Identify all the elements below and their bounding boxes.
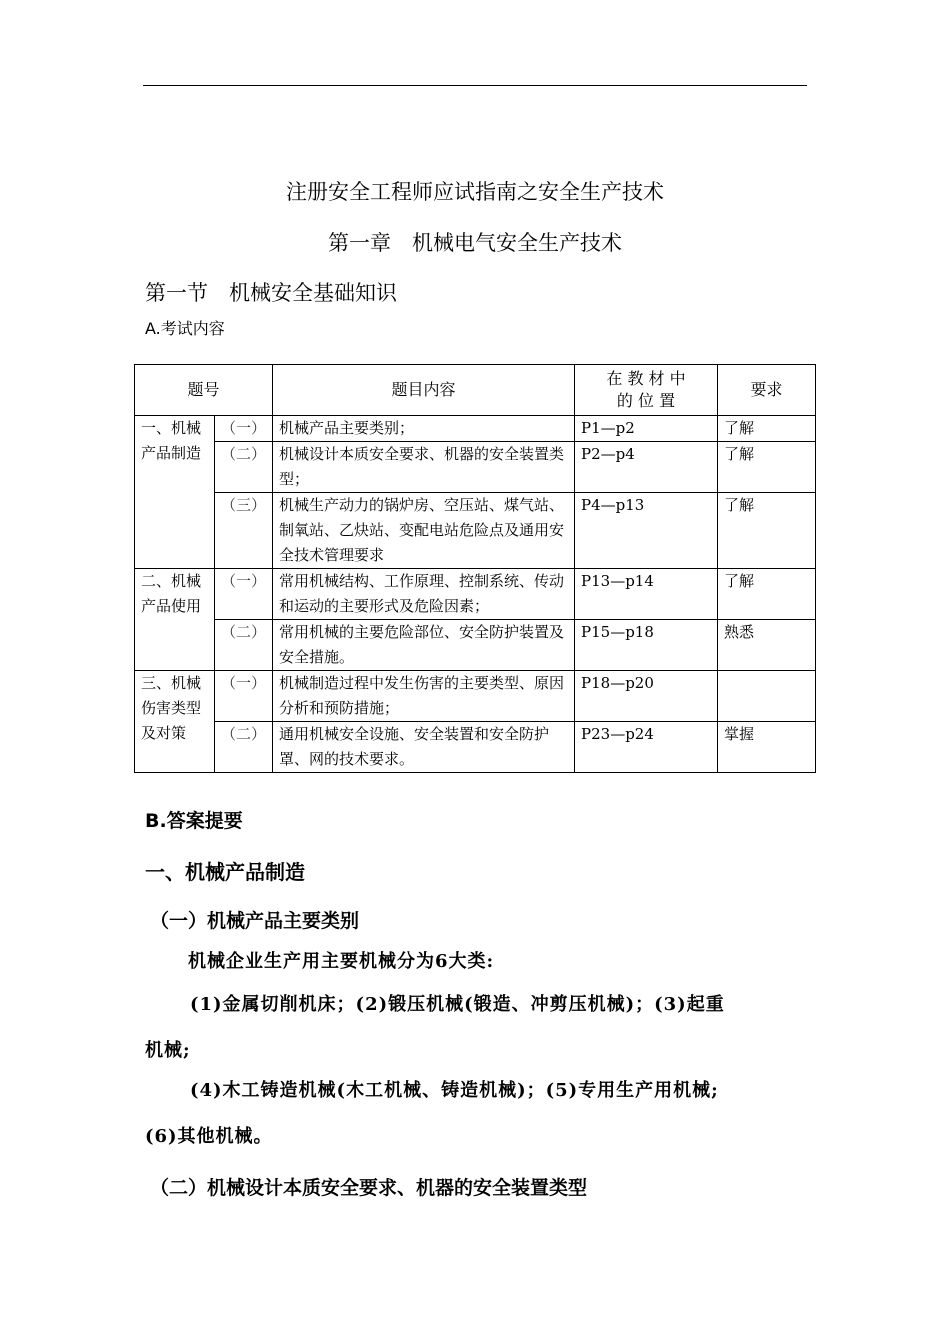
paragraph-intro: 机械企业生产用主要机械分为6大类: [188,951,495,972]
row-position: P18—p20 [575,671,718,722]
row-requirement: 了解 [718,416,816,442]
row-position: P15—p18 [575,620,718,671]
header-position-line2: 的 位 置 [616,391,676,410]
row-sub: （一） [215,569,273,620]
group-name: 一、机械产品制造 [135,416,215,569]
table-row [135,569,816,620]
row-requirement: 熟悉 [718,620,816,671]
row-content: 机械制造过程中发生伤害的主要类型、原因分析和预防措施； [273,671,575,722]
row-sub: （一） [215,671,273,722]
row-sub: （一） [215,416,273,442]
row-content: 常用机械的主要危险部位、安全防护装置及安全措施。 [273,620,575,671]
row-requirement: 了解 [718,569,816,620]
row-content: 机械生产动力的锅炉房、空压站、煤气站、制氧站、乙炔站、变配电站危险点及通用安全技术管理要求 [273,493,575,569]
row-position: P13—p14 [575,569,718,620]
heading-level-1: 一、机械产品制造 [145,860,305,884]
row-content: 常用机械结构、工作原理、控制系统、传动和运动的主要形式及危险因素； [273,569,575,620]
row-content: 通用机械安全设施、安全装置和安全防护罩、网的技术要求。 [273,722,575,773]
row-position: P4—p13 [575,493,718,569]
row-position: P23—p24 [575,722,718,773]
row-sub: （二） [215,620,273,671]
group-name: 二、机械产品使用 [135,569,215,671]
row-sub: （二） [215,722,273,773]
row-sub: （二） [215,442,273,493]
row-position: P1—p2 [575,416,718,442]
section-title: 第一节 机械安全基础知识 [145,281,397,305]
document-title: 注册安全工程师应试指南之安全生产技术 [286,180,664,204]
header-requirement: 要求 [718,365,816,416]
header-content: 题目内容 [273,365,575,416]
table-row [135,722,816,773]
table-row [135,416,816,442]
table-row [135,442,816,493]
table-row [135,620,816,671]
header-rule [143,85,807,86]
heading-level-2-first: （一）机械产品主要类别 [150,910,360,932]
paragraph-line-1: (1)金属切削机床；(2)锻压机械(锻造、冲剪压机械)；(3)起重 [190,994,725,1015]
header-position [575,365,718,416]
exam-content-table [134,364,816,773]
subsection-b-title: B.答案提要 [145,810,243,832]
row-requirement: 掌握 [718,722,816,773]
subsection-a-title: A.考试内容 [145,319,225,338]
paragraph-line-2: 机械; [145,1040,191,1061]
row-content: 机械产品主要类别； [273,416,575,442]
row-requirement [718,671,816,722]
header-position-line1: 在 教 材 中 [606,369,686,388]
table-row [135,671,816,722]
row-requirement: 了解 [718,442,816,493]
row-requirement: 了解 [718,493,816,569]
header-num: 题号 [135,365,273,416]
chapter-title: 第一章 机械电气安全生产技术 [328,231,622,255]
row-position: P2—p4 [575,442,718,493]
table-row [135,493,816,569]
row-sub: （三） [215,493,273,569]
paragraph-line-3: (4)木工铸造机械(木工机械、铸造机械)；(5)专用生产用机械; [190,1080,719,1101]
row-content: 机械设计本质安全要求、机器的安全装置类型； [273,442,575,493]
group-name: 三、机械伤害类型及对策 [135,671,215,773]
table-header-row [135,365,816,416]
paragraph-line-4: (6)其他机械。 [145,1126,273,1147]
heading-level-2-second: （二）机械设计本质安全要求、机器的安全装置类型 [150,1177,588,1199]
